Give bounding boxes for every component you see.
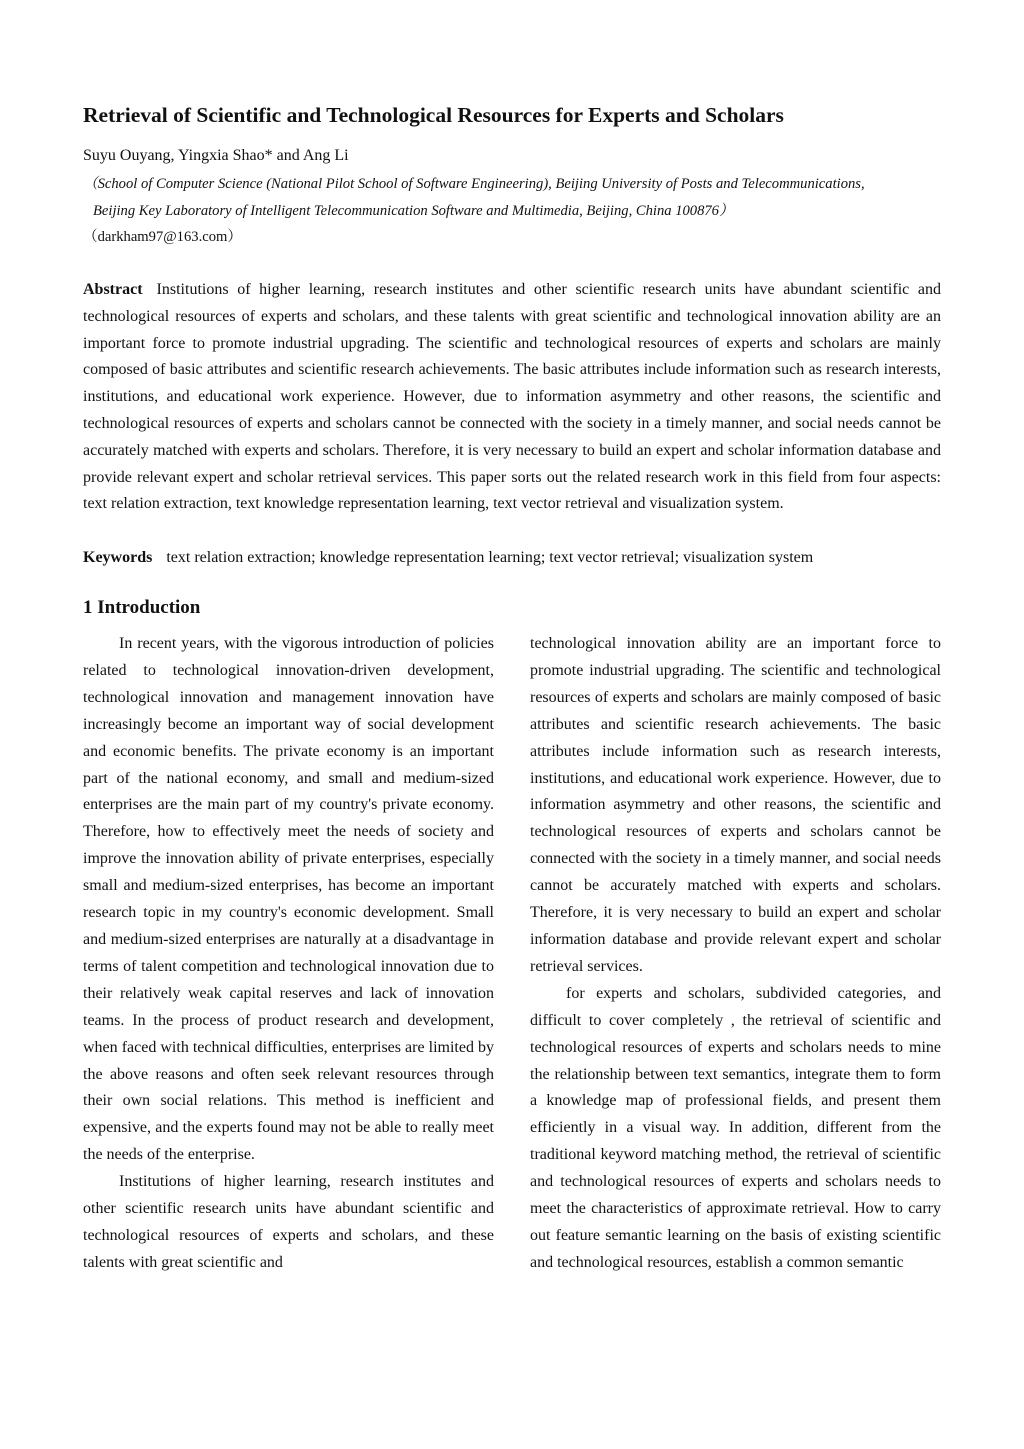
keywords-text: text relation extraction; knowledge representation learning; text vector retrieval; visualization system: [166, 549, 814, 566]
abstract: [83, 277, 941, 518]
abstract-label: Abstract: [83, 281, 143, 298]
paragraph: for experts and scholars, subdivided categories, and difficult to cover completely , the retrieval of scientific and technological resources of experts and scholars needs to mine the relationship between text semantics, integrate them to form a knowledge map of professional fields, and present them efficiently in a visual way. In addition, different from the traditional keyword matching method, the retrieval of scientific and technological resources of experts and scholars needs to meet the characteristics of approximate retrieval. How to carry out feature semantic learning on the basis of existing scientific and technological resources, establish a common semantic: [530, 984, 941, 1271]
abstract-text: Institutions of higher learning, research institutes and other scientific research units have abundant scientific and technological resources of experts and scholars, and these talents with great scientific and technological innovation ability are an important force to promote industrial upgrading. The scientific and technological resources of experts and scholars are mainly composed of basic attributes and scientific research achievements. The basic attributes include information such as research interests, institutions, and educational work experience. However, due to information asymmetry and other reasons, the scientific and technological resources of experts and scholars cannot be connected with the society in a timely manner, and social needs cannot be accurately matched with experts and scholars. Therefore, it is very necessary to build an expert and scholar information database and provide relevant expert and scholar retrieval services. This paper sorts out the related research work in this field from four aspects: text relation extraction, text knowledge representation learning, text vector retrieval and visualization system.: [83, 281, 941, 513]
left-column: [83, 631, 494, 1277]
paragraph: Institutions of higher learning, research institutes and other scientific research units have abundant scientific and technological resources of experts and scholars, and these talents with great scientific and: [83, 1173, 494, 1271]
author-email: （darkham97@163.com）: [83, 229, 242, 245]
keywords: [83, 545, 941, 572]
paragraph: technological innovation ability are an important force to promote industrial upgrading. The scientific and technological resources of experts and scholars are mainly composed of basic attributes and scientific research achievements. The basic attributes include information such as research interests, institutions, and educational work experience. However, due to information asymmetry and other reasons, the scientific and technological resources of experts and scholars cannot be connected with the society in a timely manner, and social needs cannot be accurately matched with experts and scholars. Therefore, it is very necessary to build an expert and scholar information database and provide relevant expert and scholar retrieval services.: [530, 635, 941, 975]
right-column: [530, 631, 941, 1277]
author-list: Suyu Ouyang, Yingxia Shao* and Ang Li: [83, 147, 349, 164]
keywords-label: Keywords: [83, 549, 153, 566]
paper-title: Retrieval of Scientific and Technological Resources for Experts and Scholars: [83, 103, 784, 127]
affiliation-line: Beijing Key Laboratory of Intelligent Telecommunication Software and Multimedia, Beijing, China 100876）: [93, 202, 734, 219]
affiliation: [83, 171, 963, 224]
paragraph: In recent years, with the vigorous introduction of policies related to technological innovation-driven development, technological innovation and management innovation have increasingly become an important way of social development and economic benefits. The private economy is an important part of the national economy, and small and medium-sized enterprises are the main part of my country's private economy. Therefore, how to effectively meet the needs of society and improve the innovation ability of private enterprises, especially small and medium-sized enterprises, has become an important research topic in my country's economic development. Small and medium-sized enterprises are naturally at a disadvantage in terms of talent competition and technological innovation due to their relatively weak capital reserves and lack of innovation teams. In the process of product research and development, when faced with technical difficulties, enterprises are limited by the above reasons and often seek relevant resources through their own social relations. This method is inefficient and expensive, and the experts found may not be able to really meet the needs of the enterprise.: [83, 635, 494, 1164]
affiliation-line: （School of Computer Science (National Pilot School of Software Engineering), Beijing University of Posts and Telecommunications,: [83, 176, 865, 192]
section-heading: 1 Introduction: [83, 597, 201, 618]
